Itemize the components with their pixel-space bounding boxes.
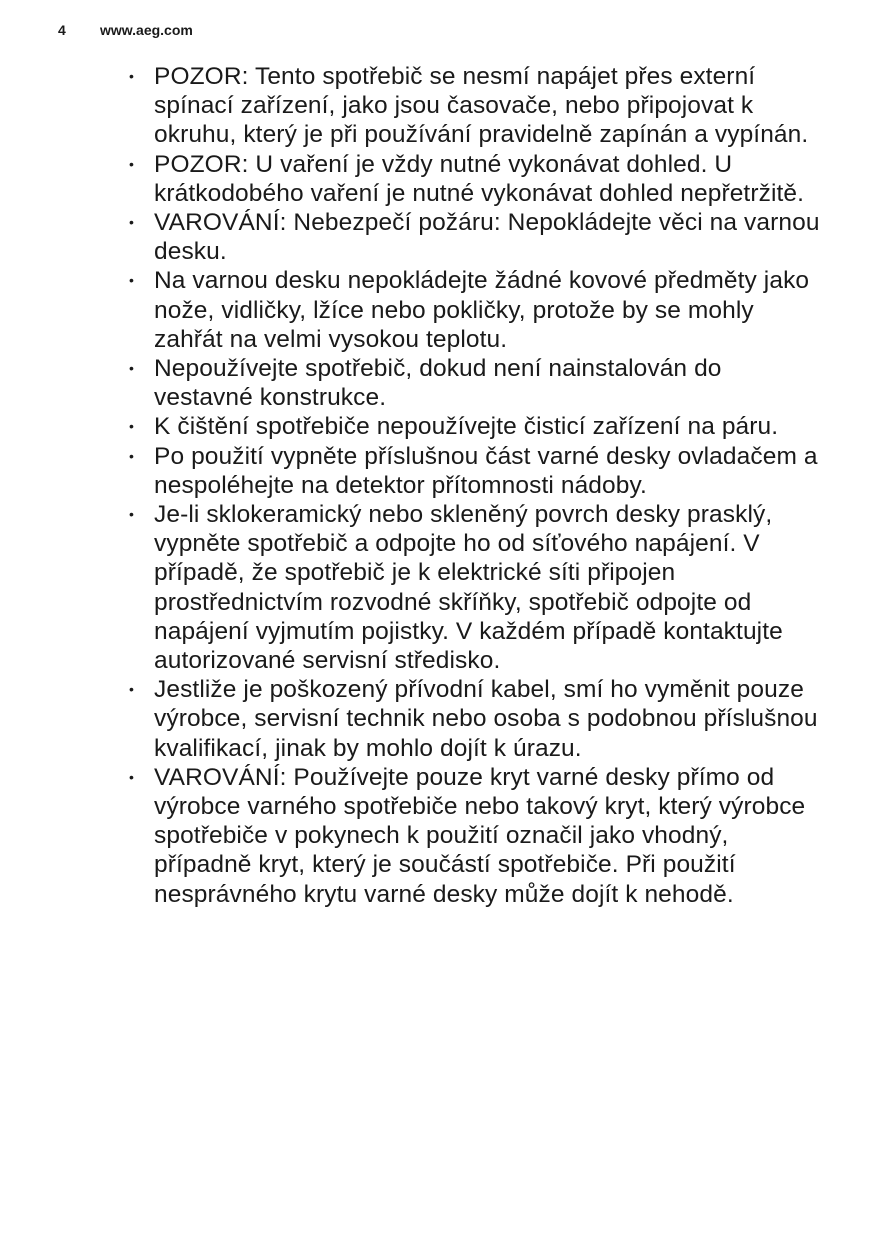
website-url: www.aeg.com [100,22,193,38]
page-header [58,22,193,38]
bullet-icon: • [129,447,135,464]
list-item [126,442,826,500]
list-item [126,354,826,412]
bullet-icon: • [129,681,135,698]
list-item [126,150,826,208]
bullet-icon: • [129,768,135,785]
list-item-text: VAROVÁNÍ: Nebezpečí požáru: Nepokládejte věci na varnou desku. [154,209,820,266]
list-item-text: POZOR: Tento spotřebič se nesmí napájet přes externí spínací zařízení, jako jsou časovače, nebo připojovat k okruhu, který je při používání pravidelně zapínán a vypínán. [154,63,809,149]
list-item [126,763,826,909]
list-item [126,675,826,763]
bullet-icon: • [129,506,135,523]
list-item-text: POZOR: U vaření je vždy nutné vykonávat dohled. U krátkodobého vaření je nutné vykonávat dohled nepřetržitě. [154,150,805,207]
safety-bullet-list [126,62,826,909]
list-item [126,62,826,150]
list-item-text: Jestliže je poškozený přívodní kabel, smí ho vyměnit pouze výrobce, servisní technik nebo osoba s podobnou příslušnou kvalifikací, jinak by mohlo dojít k úrazu. [154,676,818,762]
page-number: 4 [58,22,66,38]
list-item-text: VAROVÁNÍ: Používejte pouze kryt varné desky přímo od výrobce varného spotřebiče nebo takový kryt, který výrobce spotřebiče v pokynech k použití označil jako vhodný, případně kryt, který je součástí spotřebiče. Při použití nesprávného krytu varné desky může dojít k nehodě. [154,763,806,908]
bullet-icon: • [129,418,135,435]
bullet-icon: • [129,272,135,289]
safety-instructions [126,62,826,909]
list-item-text: Na varnou desku nepokládejte žádné kovové předměty jako nože, vidličky, lžíce nebo pokličky, protože by se mohly zahřát na velmi vysokou teplotu. [154,267,810,353]
list-item-text: K čištění spotřebiče nepoužívejte čisticí zařízení na páru. [154,413,779,441]
bullet-icon: • [129,214,135,231]
bullet-icon: • [129,155,135,172]
list-item [126,500,826,675]
list-item [126,266,826,354]
list-item-text: Je-li sklokeramický nebo skleněný povrch desky prasklý, vypněte spotřebič a odpojte ho od síťového napájení. V případě, že spotřebič je k elektrické síti připojen prostřednictvím rozvodné skříňky, spotřebič odpojte od napájení vyjmutím pojistky. V každém případě kontaktujte autorizované servisní středisko. [154,501,783,675]
list-item-text: Nepoužívejte spotřebič, dokud není nainstalován do vestavné konstrukce. [154,355,722,412]
list-item-text: Po použití vypněte příslušnou část varné desky ovladačem a nespoléhejte na detektor přítomnosti nádoby. [154,442,818,499]
bullet-icon: • [129,68,135,84]
list-item [126,412,826,441]
bullet-icon: • [129,360,135,377]
list-item [126,208,826,266]
